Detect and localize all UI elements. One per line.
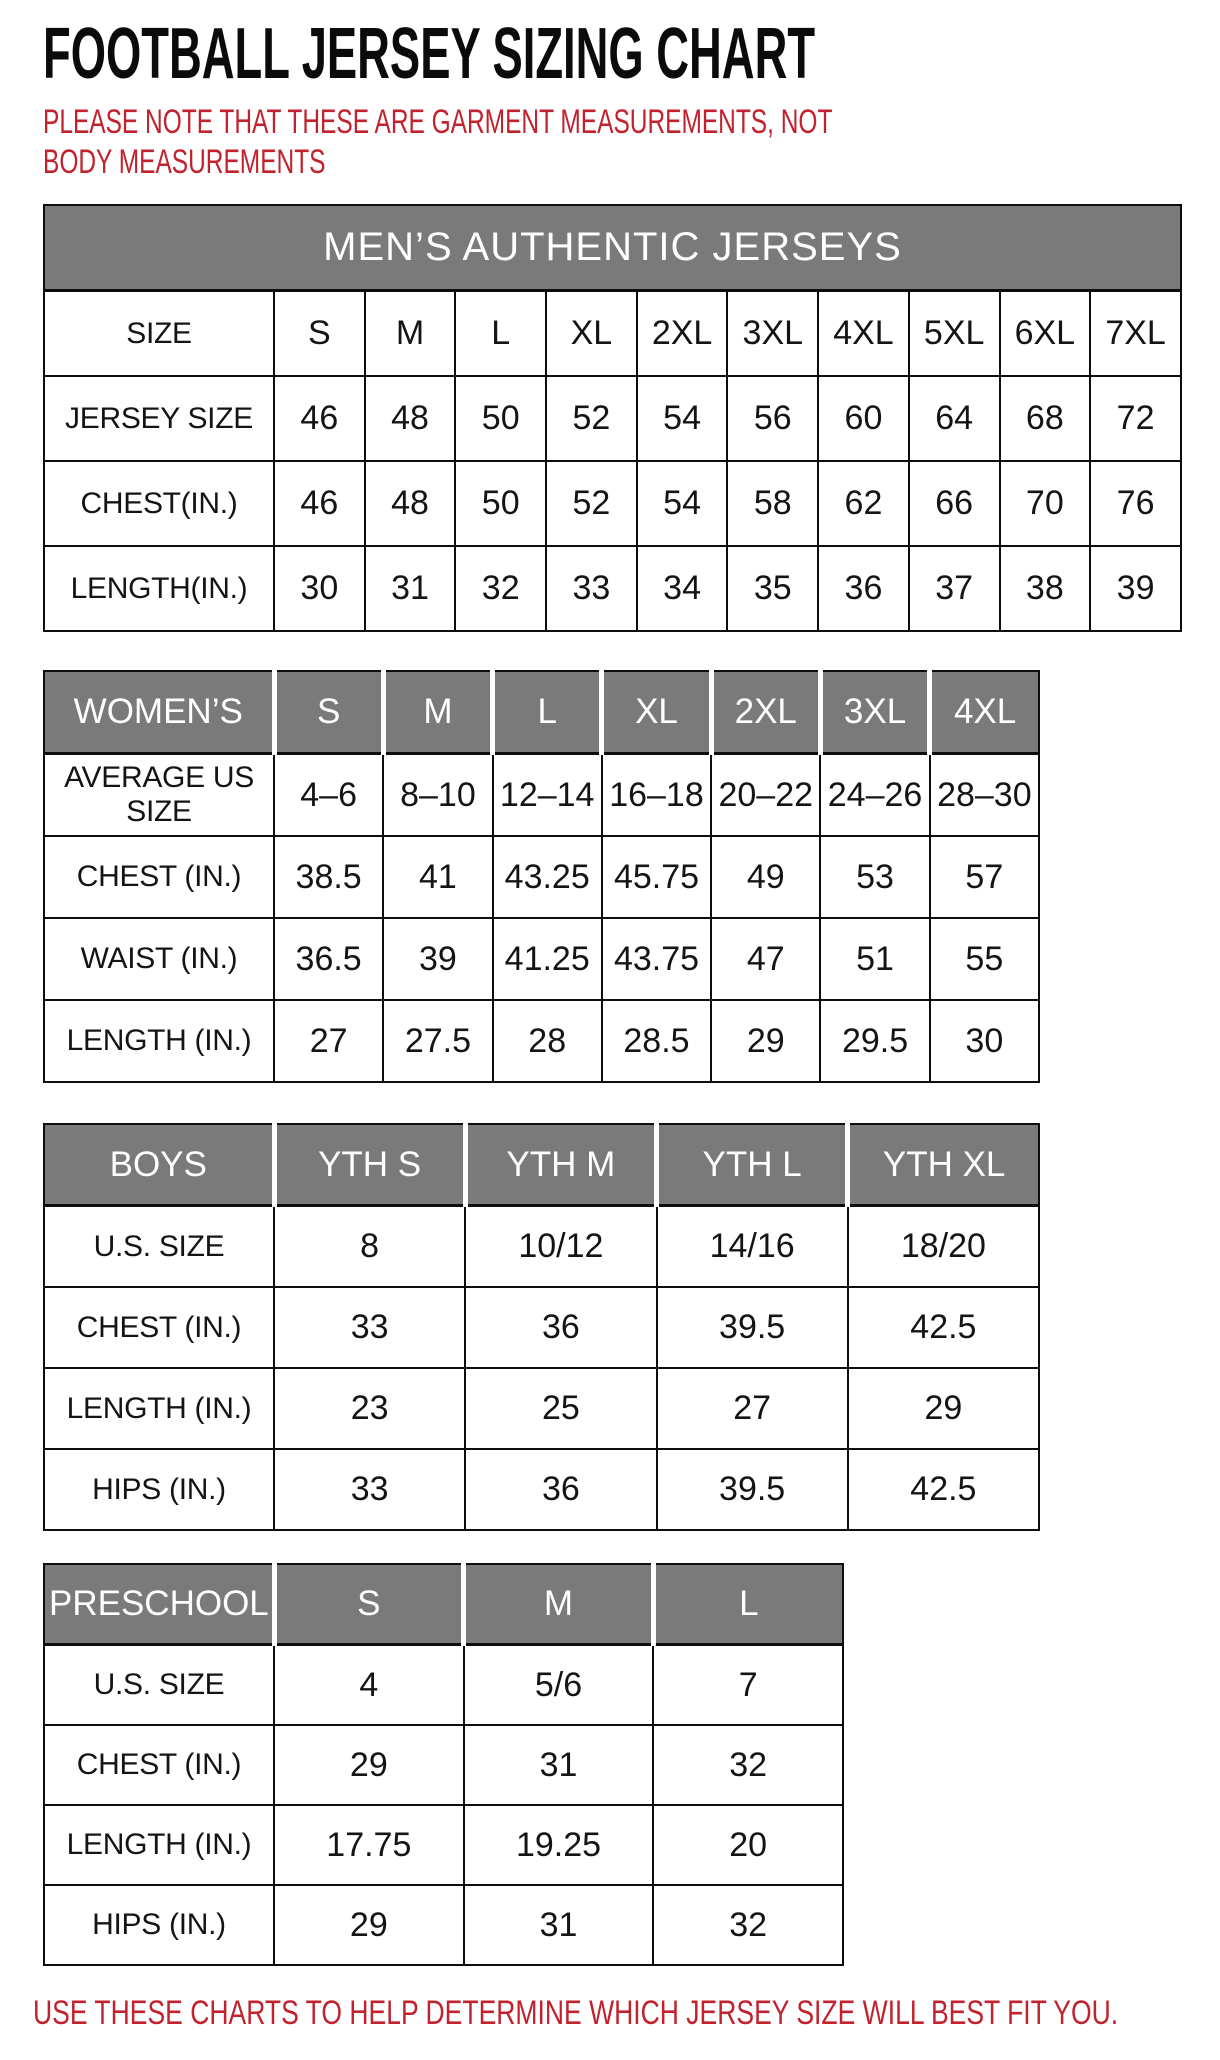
header-size-cell: 3XL [820,671,929,754]
value-cell: 19.25 [464,1805,654,1885]
value-cell: 38.5 [274,836,383,918]
value-cell: 38 [1000,546,1091,631]
value-cell: 52 [546,376,637,461]
value-cell: 8 [274,1206,465,1288]
value-cell: 3XL [727,291,818,377]
header-size-cell: YTH XL [848,1124,1039,1206]
value-cell: 31 [464,1885,654,1965]
value-cell: 47 [711,918,820,1000]
table-header-row [44,1564,843,1645]
value-cell: 29.5 [820,1000,929,1082]
row-label-cell: LENGTH (IN.) [44,1368,274,1449]
row-label-cell: CHEST (IN.) [44,1725,274,1805]
value-cell: 39 [1090,546,1181,631]
header-size-cell: S [274,1564,464,1645]
value-cell: 28.5 [602,1000,711,1082]
table-header-row [44,671,1039,754]
page-title-text: FOOTBALL JERSEY SIZING CHART [43,14,816,94]
value-cell: XL [546,291,637,377]
value-cell: 57 [930,836,1039,918]
value-cell: 48 [365,461,456,546]
row-label-cell: SIZE [44,291,274,377]
value-cell: 36 [465,1287,656,1368]
table-row [44,1206,1039,1288]
value-cell: 4XL [818,291,909,377]
row-label-cell: U.S. SIZE [44,1206,274,1288]
value-cell: 7XL [1090,291,1181,377]
value-cell: 39.5 [657,1287,848,1368]
value-cell: 32 [455,546,546,631]
value-cell: 55 [930,918,1039,1000]
row-label-cell: AVERAGE US SIZE [44,754,274,837]
value-cell: 14/16 [657,1206,848,1288]
value-cell: 41.25 [493,918,602,1000]
table-row [44,546,1181,631]
table-header-row [44,1124,1039,1206]
row-label-cell: JERSEY SIZE [44,376,274,461]
table-row [44,1725,843,1805]
header-size-cell: 2XL [711,671,820,754]
header-size-cell: M [464,1564,654,1645]
value-cell: 72 [1090,376,1181,461]
row-label-cell: HIPS (IN.) [44,1449,274,1530]
value-cell: 50 [455,376,546,461]
value-cell: S [274,291,365,377]
value-cell: 42.5 [848,1287,1039,1368]
value-cell: 25 [465,1368,656,1449]
value-cell: 7 [653,1645,843,1726]
value-cell: 29 [274,1885,464,1965]
garment-measurements-note [43,102,1220,184]
value-cell: 54 [637,376,728,461]
header-label-cell: PRESCHOOL [44,1564,274,1645]
preschool-sizing-table [43,1563,844,1966]
value-cell: 46 [274,376,365,461]
value-cell: 28 [493,1000,602,1082]
header-label-cell: WOMEN’S [44,671,274,754]
table-row [44,1885,843,1965]
value-cell: 36.5 [274,918,383,1000]
table-row [44,461,1181,546]
table-row [44,1287,1039,1368]
value-cell: 36 [818,546,909,631]
value-cell: 37 [909,546,1000,631]
value-cell: 4 [274,1645,464,1726]
table-row [44,1000,1039,1082]
value-cell: 6XL [1000,291,1091,377]
value-cell: 41 [383,836,492,918]
row-label-cell: CHEST (IN.) [44,836,274,918]
value-cell: 27.5 [383,1000,492,1082]
value-cell: M [365,291,456,377]
value-cell: 62 [818,461,909,546]
header-label-cell: BOYS [44,1124,274,1206]
value-cell: 51 [820,918,929,1000]
value-cell: 30 [930,1000,1039,1082]
value-cell: 50 [455,461,546,546]
value-cell: 5XL [909,291,1000,377]
table-row [44,918,1039,1000]
value-cell: 29 [848,1368,1039,1449]
header-size-cell: YTH L [657,1124,848,1206]
header-size-cell: YTH S [274,1124,465,1206]
row-label-cell: LENGTH(IN.) [44,546,274,631]
value-cell: 60 [818,376,909,461]
value-cell: 53 [820,836,929,918]
womens-sizing-table [43,670,1040,1083]
value-cell: 58 [727,461,818,546]
value-cell: 5/6 [464,1645,654,1726]
value-cell: 49 [711,836,820,918]
value-cell: 29 [274,1725,464,1805]
footer-note [33,1994,1220,2030]
table-row [44,754,1039,837]
header-size-cell: XL [602,671,711,754]
header-size-cell: L [653,1564,843,1645]
value-cell: 29 [711,1000,820,1082]
value-cell: 52 [546,461,637,546]
header-size-cell: M [383,671,492,754]
value-cell: 39 [383,918,492,1000]
value-cell: 68 [1000,376,1091,461]
value-cell: 27 [657,1368,848,1449]
value-cell: 17.75 [274,1805,464,1885]
row-label-cell: U.S. SIZE [44,1645,274,1726]
value-cell: 39.5 [657,1449,848,1530]
table-row [44,1805,843,1885]
value-cell: 16–18 [602,754,711,837]
table-row [44,1368,1039,1449]
value-cell: 12–14 [493,754,602,837]
value-cell: 10/12 [465,1206,656,1288]
value-cell: 23 [274,1368,465,1449]
table-row [44,1645,843,1726]
value-cell: 20–22 [711,754,820,837]
value-cell: 43.75 [602,918,711,1000]
value-cell: 20 [653,1805,843,1885]
footer-note-text: USE THESE CHARTS TO HELP DETERMINE WHICH JERSEY SIZE WILL BEST FIT YOU. [33,1994,1119,2032]
header-size-cell: L [493,671,602,754]
value-cell: 34 [637,546,728,631]
value-cell: 8–10 [383,754,492,837]
table-row [44,836,1039,918]
value-cell: 31 [464,1725,654,1805]
header-size-cell: 4XL [930,671,1039,754]
value-cell: 33 [274,1287,465,1368]
value-cell: 42.5 [848,1449,1039,1530]
header-size-cell: S [274,671,383,754]
value-cell: 35 [727,546,818,631]
value-cell: 28–30 [930,754,1039,837]
value-cell: 54 [637,461,728,546]
value-cell: 64 [909,376,1000,461]
value-cell: 56 [727,376,818,461]
row-label-cell: CHEST (IN.) [44,1287,274,1368]
value-cell: L [455,291,546,377]
value-cell: 43.25 [493,836,602,918]
header-size-cell: YTH M [465,1124,656,1206]
table-banner-cell: MEN’S AUTHENTIC JERSEYS [44,205,1181,291]
value-cell: 32 [653,1885,843,1965]
value-cell: 31 [365,546,456,631]
value-cell: 76 [1090,461,1181,546]
row-label-cell: CHEST(IN.) [44,461,274,546]
value-cell: 33 [274,1449,465,1530]
value-cell: 48 [365,376,456,461]
row-label-cell: LENGTH (IN.) [44,1000,274,1082]
value-cell: 32 [653,1725,843,1805]
boys-sizing-table [43,1123,1040,1531]
value-cell: 2XL [637,291,728,377]
value-cell: 36 [465,1449,656,1530]
value-cell: 66 [909,461,1000,546]
value-cell: 45.75 [602,836,711,918]
value-cell: 30 [274,546,365,631]
page-title [43,14,1220,94]
value-cell: 46 [274,461,365,546]
value-cell: 24–26 [820,754,929,837]
row-label-cell: WAIST (IN.) [44,918,274,1000]
table-row [44,376,1181,461]
table-row [44,291,1181,377]
table-banner-row [44,205,1181,291]
table-row [44,1449,1039,1530]
value-cell: 33 [546,546,637,631]
value-cell: 27 [274,1000,383,1082]
value-cell: 70 [1000,461,1091,546]
garment-measurements-note-text: PLEASE NOTE THAT THESE ARE GARMENT MEASUREMENTS, NOT BODY MEASUREMENTS [43,103,832,182]
sizing-tables-container [43,204,1220,1966]
value-cell: 18/20 [848,1206,1039,1288]
row-label-cell: LENGTH (IN.) [44,1805,274,1885]
row-label-cell: HIPS (IN.) [44,1885,274,1965]
value-cell: 4–6 [274,754,383,837]
mens-sizing-table [43,204,1182,632]
